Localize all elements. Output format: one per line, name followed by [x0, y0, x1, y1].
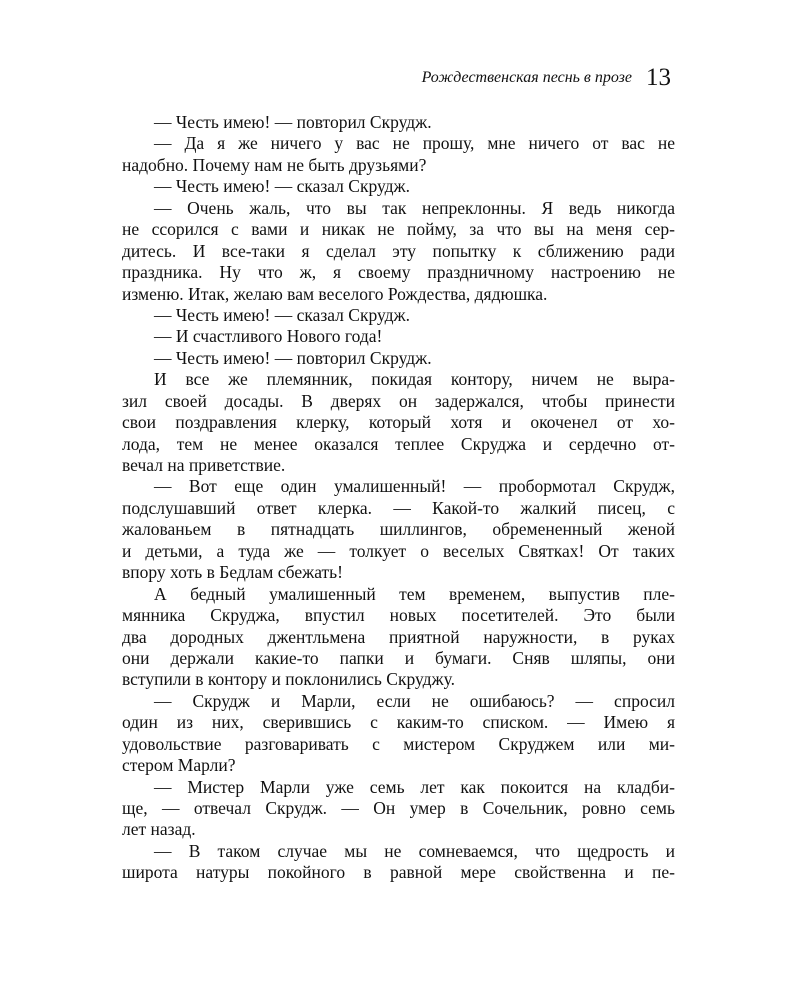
text-line: — Да я же ничего у вас не прошу, мне ничего от вас не [154, 133, 675, 154]
text-line: впору хоть в Бедлам сбежать! [122, 562, 343, 583]
text-line: — Скрудж и Марли, если не ошибаюсь? — спросил [154, 690, 675, 711]
text-line: — В таком случае мы не сомневаемся, что щедрость и [154, 840, 675, 861]
text-line: свои поздравления клерку, который хотя и окоченел от хо- [122, 412, 675, 433]
text-line: — Очень жаль, что вы так непреклонны. Я ведь никогда [154, 197, 675, 218]
text-line: — Честь имею! — сказал Скрудж. [154, 176, 411, 197]
text-line: широта натуры покойного в равной мере свойственна и пе- [122, 862, 675, 883]
text-line: — Честь имею! — сказал Скрудж. [154, 304, 411, 325]
text-line: изменю. Итак, желаю вам веселого Рождества, дядюшка. [122, 283, 548, 304]
text-line: — И счастливого Нового года! [154, 326, 383, 347]
text-line: праздника. Ну что ж, я своему праздничному настроению не [122, 262, 675, 283]
text-line: удовольствие разговаривать с мистером Скруджем или ми- [122, 733, 675, 754]
text-line: лода, тем не менее оказался теплее Скруджа и сердечно от- [122, 433, 675, 454]
text-line: зил своей досады. В дверях он задержался, чтобы принести [122, 390, 675, 411]
page-number: 13 [646, 64, 671, 91]
text-line: ще, — отвечал Скрудж. — Он умер в Сочельник, ровно семь [122, 798, 675, 818]
text-line: — Мистер Марли уже семь лет как покоится на кладби- [154, 776, 675, 797]
text-line: не ссорился с вами и никак не пойму, за что вы на меня сер- [122, 219, 675, 240]
text-line: они держали какие-то папки и бумаги. Сняв шляпы, они [122, 647, 675, 668]
body-text [122, 112, 675, 884]
text-line: — Вот еще один умалишенный! — пробормотал Скрудж, [154, 476, 675, 497]
text-line: надобно. Почему нам не быть друзьями? [122, 154, 427, 175]
text-line: стером Марли? [122, 755, 236, 776]
text-line: жалованьем в пятнадцать шиллингов, обремененный женой [122, 519, 675, 540]
running-head [0, 64, 671, 92]
text-line: два дородных джентльмена приятной наружности, в руках [122, 626, 675, 647]
text-line: один из них, сверившись с каким-то списком. — Имею я [122, 712, 675, 733]
text-line: И все же племянник, покидая контору, ничем не выра- [154, 369, 675, 390]
text-line: вступили в контору и поклонились Скруджу. [122, 669, 455, 690]
text-line: мянника Скруджа, впустил новых посетителей. Это были [122, 605, 675, 626]
text-line: вечал на приветствие. [122, 455, 286, 475]
text-line: А бедный умалишенный тем временем, выпустив пле- [154, 583, 675, 604]
text-line: — Честь имею! — повторил Скрудж. [154, 112, 432, 132]
text-line: и детьми, а туда же — толкует о веселых Святках! От таких [122, 540, 675, 561]
text-line: лет назад. [122, 819, 196, 840]
book-title: Рождественская песнь в прозе [421, 69, 632, 86]
text-line: дитесь. И все-таки я сделал эту попытку к сближению ради [122, 240, 675, 261]
text-line: подслушавший ответ клерка. — Какой-то жалкий писец, с [122, 497, 675, 518]
text-line: — Честь имею! — повторил Скрудж. [154, 347, 432, 368]
